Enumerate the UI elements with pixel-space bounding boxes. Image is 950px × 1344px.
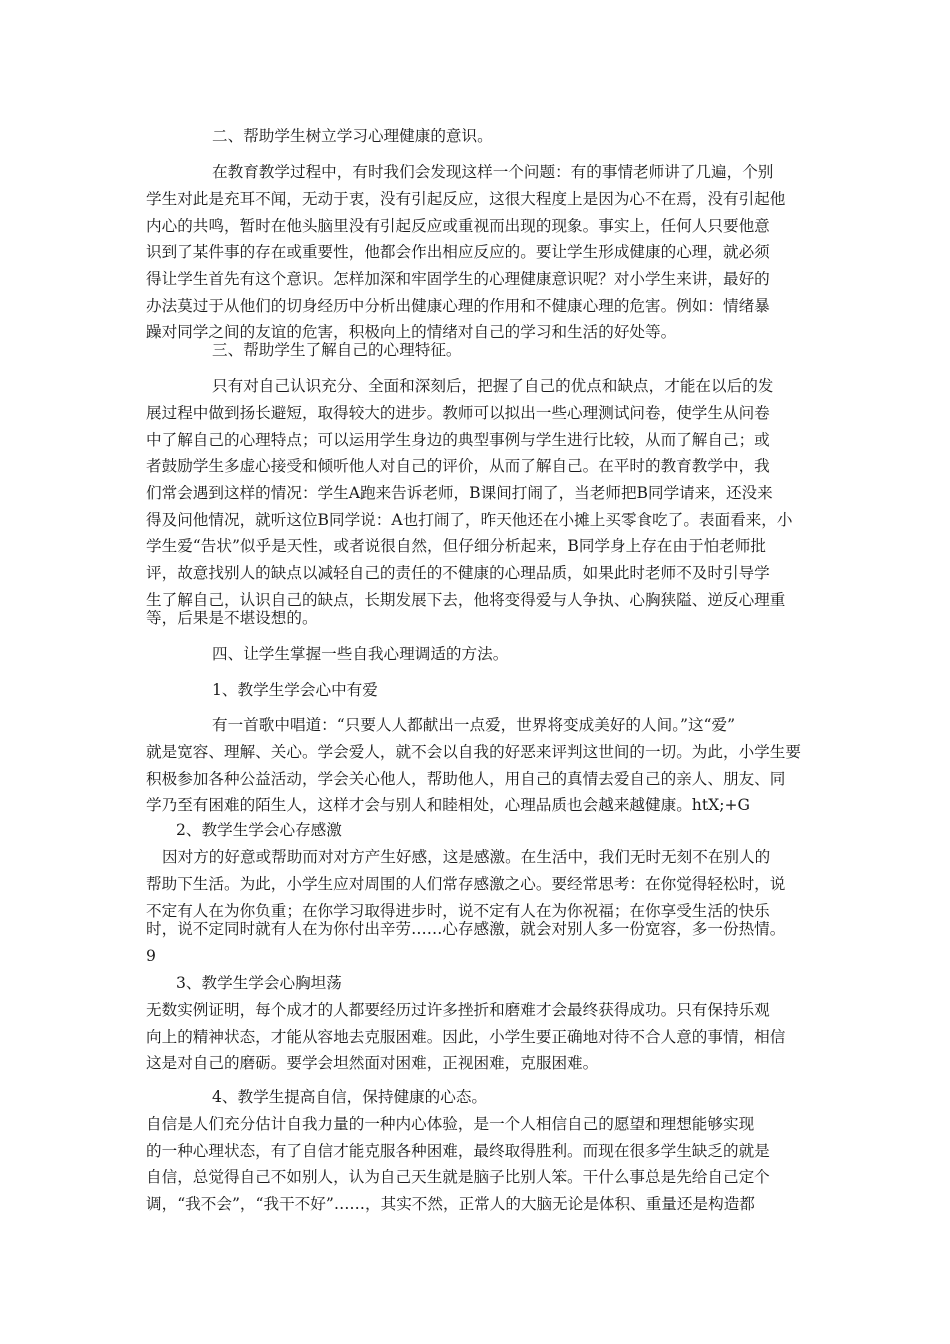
- paragraph-line: 调，“我不会”，“我干不好”……，其实不然，正常人的大脑无论是体积、重量还是构造都: [146, 1195, 755, 1213]
- paragraph-line: 自信是人们充分估计自我力量的一种内心体验，是一个人相信自己的愿望和理想能够实现: [146, 1115, 755, 1133]
- paragraph-line: 等，后果是不堪设想的。: [146, 609, 318, 627]
- paragraph-line: 学生对此是充耳不闻，无动于衷，没有引起反应，这很大程度上是因为心不在焉，没有引起他: [146, 190, 786, 208]
- paragraph-line: 内心的共鸣，暂时在他头脑里没有引起反应或重视而出现的现象。事实上，任何人只要他意: [146, 217, 770, 235]
- paragraph-line: 者鼓励学生多虚心接受和倾听他人对自己的评价，从而了解自己。在平时的教育教学中，我: [146, 457, 770, 475]
- section-heading-2: 二、帮助学生树立学习心理健康的意识。: [212, 127, 493, 145]
- paragraph-line: 不定有人在为你负重；在你学习取得进步时，说不定有人在为你祝福；在你享受生活的快乐: [146, 902, 770, 920]
- paragraph-line: 们常会遇到这样的情况：学生A跑来告诉老师，B课间打闹了，当老师把B同学请来，还没来: [146, 484, 773, 502]
- paragraph-line: 只有对自己认识充分、全面和深刻后，把握了自己的优点和缺点，才能在以后的发: [212, 377, 774, 395]
- paragraph-line: 积极参加各种公益活动，学会关心他人，帮助他人，用自己的真情去爱自己的亲人、朋友、同: [146, 770, 786, 788]
- paragraph-line: 得让学生首先有这个意识。怎样加深和牢固学生的心理健康意识呢？对小学生来讲，最好的: [146, 270, 770, 288]
- paragraph-line: 识到了某件事的存在或重要性，他都会作出相应反应的。要让学生形成健康的心理，就必须: [146, 243, 770, 261]
- paragraph-line: 有一首歌中唱道：“只要人人都献出一点爱，世界将变成美好的人间。”这“爱”: [212, 716, 736, 734]
- paragraph-line: 向上的精神状态，才能从容地去克服困难。因此，小学生要正确地对待不合人意的事情，相信: [146, 1028, 786, 1046]
- paragraph-line: 学乃至有困难的陌生人，这样才会与别人和睦相处，心理品质也会越来越健康。htX;+G: [146, 796, 750, 814]
- paragraph-line: 办法莫过于从他们的切身经历中分析出健康心理的作用和不健康心理的危害。例如：情绪暴: [146, 297, 770, 315]
- section-heading-4: 四、让学生掌握一些自我心理调适的方法。: [212, 645, 509, 663]
- paragraph-line: 时，说不定同时就有人在为你付出辛劳……心存感激，就会对别人多一份宽容，多一份热情。: [146, 920, 786, 938]
- paragraph-line: 中了解自己的心理特点；可以运用学生身边的典型事例与学生进行比较，从而了解自己；或: [146, 431, 770, 449]
- paragraph-line: 学生爱“告状”似乎是天性，或者说很自然，但仔细分析起来，B同学身上存在由于怕老师批: [146, 537, 766, 555]
- paragraph-line: 得及问他情况，就听这位B同学说：A也打闹了，昨天他还在小摊上买零食吃了。表面看来，小: [146, 511, 793, 529]
- paragraph-line: 在教育教学过程中，有时我们会发现这样一个问题：有的事情老师讲了几遍，个别: [212, 163, 774, 181]
- paragraph-line: 无数实例证明，每个成才的人都要经历过许多挫折和磨难才会最终获得成功。只有保持乐观: [146, 1001, 770, 1019]
- subsection-heading-1: 1、教学生学会心中有爱: [212, 681, 378, 699]
- paragraph-line: 9: [146, 947, 156, 965]
- subsection-heading-4: 4、教学生提高自信，保持健康的心态。: [212, 1088, 488, 1106]
- paragraph-line: 自信，总觉得自己不如别人，认为自己天生就是脑子比别人笨。干什么事总是先给自己定个: [146, 1168, 770, 1186]
- paragraph-line: 帮助下生活。为此，小学生应对周围的人们常存感激之心。要经常思考：在你觉得轻松时，说: [146, 875, 786, 893]
- paragraph-line: 因对方的好意或帮助而对对方产生好感，这是感激。在生活中，我们无时无刻不在别人的: [162, 848, 771, 866]
- paragraph-line: 的一种心理状态，有了自信才能克服各种困难，最终取得胜利。而现在很多学生缺乏的就是: [146, 1142, 770, 1160]
- paragraph-line: 评，故意找别人的缺点以减轻自己的责任的不健康的心理品质，如果此时老师不及时引导学: [146, 564, 770, 582]
- subsection-heading-3: 3、教学生学会心胸坦荡: [176, 974, 342, 992]
- paragraph-line: 生了解自己，认识自己的缺点，长期发展下去，他将变得爱与人争执、心胸狭隘、逆反心理重: [146, 591, 786, 609]
- section-heading-3: 三、帮助学生了解自己的心理特征。: [212, 341, 462, 359]
- subsection-heading-2: 2、教学生学会心存感激: [176, 821, 342, 839]
- paragraph-line: 这是对自己的磨砺。要学会坦然面对困难，正视困难，克服困难。: [146, 1054, 599, 1072]
- paragraph-line: 躁对同学之间的友谊的危害，积极向上的情绪对自己的学习和生活的好处等。: [146, 323, 677, 341]
- paragraph-line: 展过程中做到扬长避短，取得较大的进步。教师可以拟出一些心理测试问卷，使学生从问卷: [146, 404, 770, 422]
- paragraph-line: 就是宽容、理解、关心。学会爱人，就不会以自我的好恶来评判这世间的一切。为此，小学生要: [146, 743, 801, 761]
